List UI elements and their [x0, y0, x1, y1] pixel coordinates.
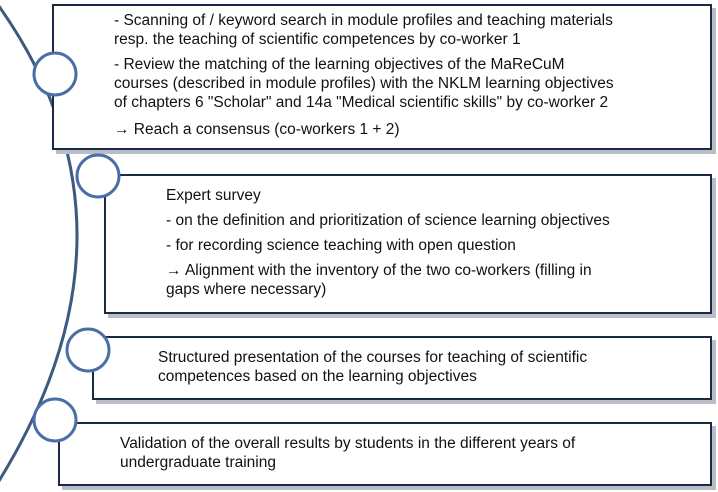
step-node-3: [67, 329, 109, 371]
step-1-line-6: → Reach a consensus (co-workers 1 + 2): [114, 121, 400, 138]
step-1-line-1: - Scanning of / keyword search in module profiles and teaching materials: [114, 12, 613, 29]
step-3-line-2: competences based on the learning objectives: [158, 368, 477, 385]
step-node-4: [34, 399, 76, 441]
step-1-line-3: - Review the matching of the learning objectives of the MaReCuM: [114, 56, 565, 73]
step-2-line-3: - for recording science teaching with open question: [166, 237, 516, 254]
step-3-line-1: Structured presentation of the courses for teaching of scientific: [158, 349, 588, 366]
step-4-line-1: Validation of the overall results by students in the different years of: [120, 435, 576, 452]
step-2-line-1: Expert survey: [166, 187, 261, 204]
step-node-2: [77, 155, 119, 197]
step-2-line-2: - on the definition and prioritization of science learning objectives: [166, 212, 610, 229]
step-4-line-2: undergraduate training: [120, 454, 276, 471]
step-2-line-4: → Alignment with the inventory of the two co-workers (filling in: [166, 262, 592, 279]
step-1-line-2: resp. the teaching of scientific competences by co-worker 1: [114, 31, 521, 48]
step-node-1: [34, 53, 76, 95]
step-1-line-5: of chapters 6 "Scholar" and 14a "Medical scientific skills" by co-worker 2: [114, 94, 609, 111]
step-2-line-5: gaps where necessary): [166, 281, 327, 298]
step-1-line-4: courses (described in module profiles) with the NKLM learning objectives: [114, 75, 614, 92]
